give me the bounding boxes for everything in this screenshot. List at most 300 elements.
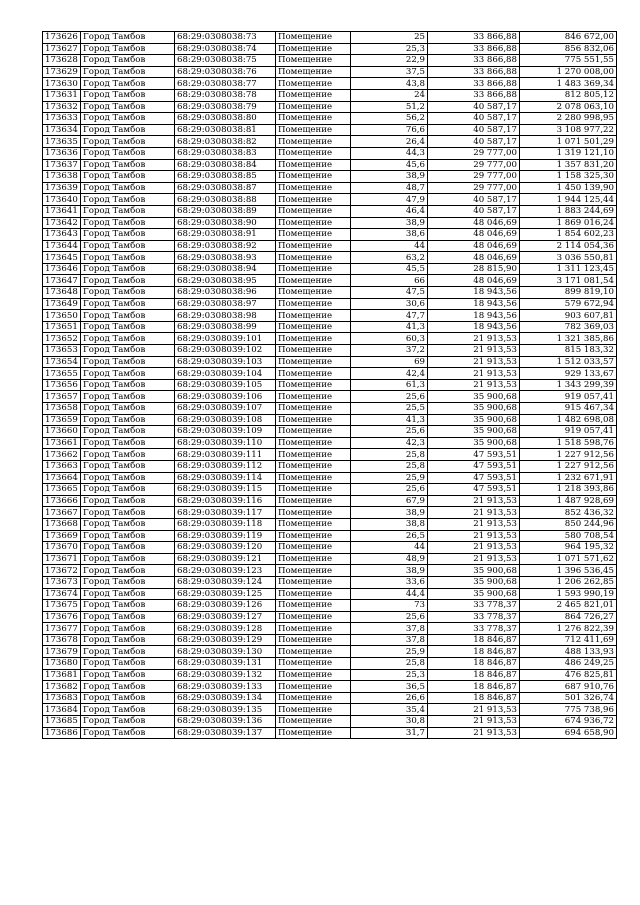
row-number-cell: 173651: [43, 321, 81, 333]
object-type-cell: Помещение: [276, 588, 351, 600]
cadastral-number-cell: 68:29:0308039:112: [175, 460, 276, 472]
area-cell: 44: [351, 240, 428, 252]
table-row: [43, 681, 617, 693]
row-number-cell: 173634: [43, 124, 81, 136]
locality-cell: Город Тамбов: [81, 171, 175, 183]
specific-value-cell: 18 943,56: [428, 310, 520, 322]
area-cell: 41,3: [351, 414, 428, 426]
cadastral-value-cell: 899 819,10: [520, 287, 617, 299]
row-number-cell: 173658: [43, 403, 81, 415]
specific-value-cell: 40 587,17: [428, 101, 520, 113]
row-number-cell: 173638: [43, 171, 81, 183]
locality-cell: Город Тамбов: [81, 600, 175, 612]
table-row: [43, 623, 617, 635]
table-row: [43, 472, 617, 484]
table-row: [43, 113, 617, 125]
cadastral-value-cell: 1 270 008,00: [520, 66, 617, 78]
table-row: [43, 275, 617, 287]
locality-cell: Город Тамбов: [81, 565, 175, 577]
locality-cell: Город Тамбов: [81, 437, 175, 449]
area-cell: 31,7: [351, 727, 428, 739]
area-cell: 43,8: [351, 78, 428, 90]
area-cell: 26,4: [351, 136, 428, 148]
cadastral-number-cell: 68:29:0308038:97: [175, 298, 276, 310]
object-type-cell: Помещение: [276, 484, 351, 496]
row-number-cell: 173630: [43, 78, 81, 90]
cadastral-number-cell: 68:29:0308039:123: [175, 565, 276, 577]
area-cell: 25,6: [351, 426, 428, 438]
locality-cell: Город Тамбов: [81, 553, 175, 565]
table-row: [43, 287, 617, 299]
cadastral-number-cell: 68:29:0308039:134: [175, 692, 276, 704]
area-cell: 46,4: [351, 205, 428, 217]
specific-value-cell: 18 943,56: [428, 321, 520, 333]
area-cell: 24: [351, 89, 428, 101]
table-row: [43, 426, 617, 438]
cadastral-value-cell: 856 832,06: [520, 43, 617, 55]
object-type-cell: Помещение: [276, 55, 351, 67]
cadastral-number-cell: 68:29:0308038:80: [175, 113, 276, 125]
table-row: [43, 89, 617, 101]
specific-value-cell: 33 866,88: [428, 32, 520, 44]
locality-cell: Город Тамбов: [81, 623, 175, 635]
locality-cell: Город Тамбов: [81, 727, 175, 739]
specific-value-cell: 28 815,90: [428, 263, 520, 275]
area-cell: 44: [351, 542, 428, 554]
area-cell: 36,5: [351, 681, 428, 693]
specific-value-cell: 21 913,53: [428, 518, 520, 530]
locality-cell: Город Тамбов: [81, 495, 175, 507]
locality-cell: Город Тамбов: [81, 194, 175, 206]
row-number-cell: 173678: [43, 634, 81, 646]
object-type-cell: Помещение: [276, 611, 351, 623]
specific-value-cell: 33 778,37: [428, 611, 520, 623]
table-row: [43, 240, 617, 252]
specific-value-cell: 33 866,88: [428, 89, 520, 101]
specific-value-cell: 29 777,00: [428, 171, 520, 183]
cadastral-value-cell: 2 078 063,10: [520, 101, 617, 113]
object-type-cell: Помещение: [276, 205, 351, 217]
specific-value-cell: 18 846,87: [428, 669, 520, 681]
area-cell: 61,3: [351, 379, 428, 391]
area-cell: 44,4: [351, 588, 428, 600]
cadastral-value-cell: 929 133,67: [520, 368, 617, 380]
cadastral-value-cell: 580 708,54: [520, 530, 617, 542]
specific-value-cell: 33 866,88: [428, 78, 520, 90]
table-row: [43, 518, 617, 530]
cadastral-number-cell: 68:29:0308038:83: [175, 147, 276, 159]
area-cell: 26,5: [351, 530, 428, 542]
specific-value-cell: 48 046,69: [428, 252, 520, 264]
cadastral-number-cell: 68:29:0308039:124: [175, 576, 276, 588]
locality-cell: Город Тамбов: [81, 518, 175, 530]
specific-value-cell: 35 900,68: [428, 403, 520, 415]
locality-cell: Город Тамбов: [81, 460, 175, 472]
table-row: [43, 333, 617, 345]
cadastral-value-cell: 687 910,76: [520, 681, 617, 693]
area-cell: 60,3: [351, 333, 428, 345]
cadastral-value-cell: 846 672,00: [520, 32, 617, 44]
row-number-cell: 173629: [43, 66, 81, 78]
area-cell: 67,9: [351, 495, 428, 507]
row-number-cell: 173680: [43, 658, 81, 670]
cadastral-value-cell: 1 232 671,91: [520, 472, 617, 484]
table-row: [43, 391, 617, 403]
specific-value-cell: 35 900,68: [428, 576, 520, 588]
table-row: [43, 507, 617, 519]
cadastral-number-cell: 68:29:0308039:137: [175, 727, 276, 739]
cadastral-number-cell: 68:29:0308039:121: [175, 553, 276, 565]
area-cell: 25,8: [351, 658, 428, 670]
specific-value-cell: 48 046,69: [428, 240, 520, 252]
specific-value-cell: 40 587,17: [428, 124, 520, 136]
specific-value-cell: 47 593,51: [428, 472, 520, 484]
object-type-cell: Помещение: [276, 727, 351, 739]
specific-value-cell: 48 046,69: [428, 217, 520, 229]
cadastral-number-cell: 68:29:0308039:129: [175, 634, 276, 646]
object-type-cell: Помещение: [276, 113, 351, 125]
specific-value-cell: 35 900,68: [428, 414, 520, 426]
object-type-cell: Помещение: [276, 43, 351, 55]
cadastral-number-cell: 68:29:0308038:79: [175, 101, 276, 113]
locality-cell: Город Тамбов: [81, 634, 175, 646]
locality-cell: Город Тамбов: [81, 78, 175, 90]
table-row: [43, 194, 617, 206]
object-type-cell: Помещение: [276, 681, 351, 693]
row-number-cell: 173650: [43, 310, 81, 322]
specific-value-cell: 21 913,53: [428, 345, 520, 357]
object-type-cell: Помещение: [276, 576, 351, 588]
table-row: [43, 634, 617, 646]
object-type-cell: Помещение: [276, 32, 351, 44]
row-number-cell: 173659: [43, 414, 81, 426]
specific-value-cell: 21 913,53: [428, 530, 520, 542]
locality-cell: Город Тамбов: [81, 368, 175, 380]
locality-cell: Город Тамбов: [81, 716, 175, 728]
locality-cell: Город Тамбов: [81, 66, 175, 78]
locality-cell: Город Тамбов: [81, 345, 175, 357]
table-row: [43, 298, 617, 310]
table-row: [43, 727, 617, 739]
specific-value-cell: 47 593,51: [428, 449, 520, 461]
object-type-cell: Помещение: [276, 646, 351, 658]
table-row: [43, 101, 617, 113]
area-cell: 25,8: [351, 449, 428, 461]
area-cell: 22,9: [351, 55, 428, 67]
locality-cell: Город Тамбов: [81, 43, 175, 55]
specific-value-cell: 33 866,88: [428, 55, 520, 67]
cadastral-value-cell: 1 357 831,20: [520, 159, 617, 171]
area-cell: 38,6: [351, 229, 428, 241]
row-number-cell: 173642: [43, 217, 81, 229]
cadastral-value-cell: 501 326,74: [520, 692, 617, 704]
specific-value-cell: 29 777,00: [428, 159, 520, 171]
cadastral-number-cell: 68:29:0308039:119: [175, 530, 276, 542]
object-type-cell: Помещение: [276, 66, 351, 78]
cadastral-number-cell: 68:29:0308038:87: [175, 182, 276, 194]
cadastral-number-cell: 68:29:0308039:116: [175, 495, 276, 507]
object-type-cell: Помещение: [276, 89, 351, 101]
specific-value-cell: 21 913,53: [428, 379, 520, 391]
object-type-cell: Помещение: [276, 275, 351, 287]
cadastral-number-cell: 68:29:0308038:77: [175, 78, 276, 90]
cadastral-value-cell: 1 883 244,69: [520, 205, 617, 217]
locality-cell: Город Тамбов: [81, 530, 175, 542]
object-type-cell: Помещение: [276, 704, 351, 716]
locality-cell: Город Тамбов: [81, 356, 175, 368]
specific-value-cell: 29 777,00: [428, 147, 520, 159]
cadastral-value-cell: 1 227 912,56: [520, 460, 617, 472]
cadastral-number-cell: 68:29:0308039:110: [175, 437, 276, 449]
table-row: [43, 182, 617, 194]
table-row: [43, 263, 617, 275]
row-number-cell: 173673: [43, 576, 81, 588]
table-row: [43, 449, 617, 461]
area-cell: 45,5: [351, 263, 428, 275]
cadastral-value-cell: 486 249,25: [520, 658, 617, 670]
row-number-cell: 173686: [43, 727, 81, 739]
cadastral-number-cell: 68:29:0308038:78: [175, 89, 276, 101]
cadastral-number-cell: 68:29:0308039:132: [175, 669, 276, 681]
cadastral-value-cell: 812 805,12: [520, 89, 617, 101]
cadastral-value-cell: 864 726,27: [520, 611, 617, 623]
row-number-cell: 173627: [43, 43, 81, 55]
object-type-cell: Помещение: [276, 634, 351, 646]
cadastral-value-cell: 476 825,81: [520, 669, 617, 681]
cadastral-value-cell: 1 071 571,62: [520, 553, 617, 565]
cadastral-number-cell: 68:29:0308039:135: [175, 704, 276, 716]
object-type-cell: Помещение: [276, 368, 351, 380]
cadastral-value-cell: 903 607,81: [520, 310, 617, 322]
object-type-cell: Помещение: [276, 669, 351, 681]
cadastral-value-cell: 579 672,94: [520, 298, 617, 310]
table-body: [43, 32, 617, 739]
cadastral-value-cell: 775 738,96: [520, 704, 617, 716]
object-type-cell: Помещение: [276, 553, 351, 565]
object-type-cell: Помещение: [276, 658, 351, 670]
locality-cell: Город Тамбов: [81, 240, 175, 252]
row-number-cell: 173647: [43, 275, 81, 287]
object-type-cell: Помещение: [276, 287, 351, 299]
object-type-cell: Помещение: [276, 321, 351, 333]
cadastral-number-cell: 68:29:0308038:75: [175, 55, 276, 67]
table-row: [43, 345, 617, 357]
cadastral-number-cell: 68:29:0308039:106: [175, 391, 276, 403]
specific-value-cell: 33 778,37: [428, 623, 520, 635]
area-cell: 38,8: [351, 518, 428, 530]
table-row: [43, 646, 617, 658]
area-cell: 37,2: [351, 345, 428, 357]
row-number-cell: 173637: [43, 159, 81, 171]
object-type-cell: Помещение: [276, 495, 351, 507]
specific-value-cell: 21 913,53: [428, 727, 520, 739]
row-number-cell: 173644: [43, 240, 81, 252]
specific-value-cell: 21 913,53: [428, 553, 520, 565]
table-row: [43, 171, 617, 183]
cadastral-number-cell: 68:29:0308039:104: [175, 368, 276, 380]
area-cell: 38,9: [351, 171, 428, 183]
cadastral-number-cell: 68:29:0308039:136: [175, 716, 276, 728]
cadastral-number-cell: 68:29:0308039:108: [175, 414, 276, 426]
cadastral-number-cell: 68:29:0308038:73: [175, 32, 276, 44]
table-row: [43, 437, 617, 449]
locality-cell: Город Тамбов: [81, 426, 175, 438]
area-cell: 25,3: [351, 43, 428, 55]
row-number-cell: 173667: [43, 507, 81, 519]
table-row: [43, 124, 617, 136]
specific-value-cell: 40 587,17: [428, 194, 520, 206]
area-cell: 45,6: [351, 159, 428, 171]
row-number-cell: 173672: [43, 565, 81, 577]
object-type-cell: Помещение: [276, 379, 351, 391]
cadastral-number-cell: 68:29:0308038:93: [175, 252, 276, 264]
specific-value-cell: 48 046,69: [428, 229, 520, 241]
specific-value-cell: 21 913,53: [428, 368, 520, 380]
specific-value-cell: 35 900,68: [428, 588, 520, 600]
specific-value-cell: 21 913,53: [428, 495, 520, 507]
object-type-cell: Помещение: [276, 310, 351, 322]
specific-value-cell: 21 913,53: [428, 716, 520, 728]
specific-value-cell: 35 900,68: [428, 391, 520, 403]
object-type-cell: Помещение: [276, 194, 351, 206]
table-row: [43, 658, 617, 670]
locality-cell: Город Тамбов: [81, 89, 175, 101]
object-type-cell: Помещение: [276, 240, 351, 252]
cadastral-number-cell: 68:29:0308038:94: [175, 263, 276, 275]
specific-value-cell: 18 846,87: [428, 634, 520, 646]
object-type-cell: Помещение: [276, 530, 351, 542]
cadastral-value-cell: 1 593 990,19: [520, 588, 617, 600]
row-number-cell: 173674: [43, 588, 81, 600]
table-row: [43, 403, 617, 415]
table-row: [43, 588, 617, 600]
area-cell: 42,3: [351, 437, 428, 449]
cadastral-number-cell: 68:29:0308038:90: [175, 217, 276, 229]
specific-value-cell: 18 943,56: [428, 298, 520, 310]
area-cell: 30,8: [351, 716, 428, 728]
object-type-cell: Помещение: [276, 391, 351, 403]
object-type-cell: Помещение: [276, 518, 351, 530]
locality-cell: Город Тамбов: [81, 449, 175, 461]
cadastral-number-cell: 68:29:0308039:125: [175, 588, 276, 600]
area-cell: 41,3: [351, 321, 428, 333]
row-number-cell: 173656: [43, 379, 81, 391]
table-row: [43, 704, 617, 716]
table-row: [43, 136, 617, 148]
table-row: [43, 495, 617, 507]
cadastral-value-cell: 1 450 139,90: [520, 182, 617, 194]
locality-cell: Город Тамбов: [81, 576, 175, 588]
cadastral-value-cell: 782 369,03: [520, 321, 617, 333]
area-cell: 38,9: [351, 565, 428, 577]
table-row: [43, 229, 617, 241]
locality-cell: Город Тамбов: [81, 263, 175, 275]
cadastral-value-cell: 712 411,69: [520, 634, 617, 646]
locality-cell: Город Тамбов: [81, 182, 175, 194]
area-cell: 48,9: [351, 553, 428, 565]
locality-cell: Город Тамбов: [81, 403, 175, 415]
cadastral-number-cell: 68:29:0308038:81: [175, 124, 276, 136]
object-type-cell: Помещение: [276, 507, 351, 519]
area-cell: 38,9: [351, 507, 428, 519]
table-row: [43, 484, 617, 496]
object-type-cell: Помещение: [276, 414, 351, 426]
cadastral-value-cell: 488 133,93: [520, 646, 617, 658]
locality-cell: Город Тамбов: [81, 379, 175, 391]
area-cell: 38,9: [351, 217, 428, 229]
specific-value-cell: 33 778,37: [428, 600, 520, 612]
row-number-cell: 173641: [43, 205, 81, 217]
row-number-cell: 173653: [43, 345, 81, 357]
object-type-cell: Помещение: [276, 623, 351, 635]
object-type-cell: Помещение: [276, 298, 351, 310]
cadastral-value-cell: 1 343 299,39: [520, 379, 617, 391]
table-row: [43, 600, 617, 612]
area-cell: 37,5: [351, 66, 428, 78]
table-row: [43, 565, 617, 577]
locality-cell: Город Тамбов: [81, 542, 175, 554]
table-row: [43, 252, 617, 264]
area-cell: 25,6: [351, 611, 428, 623]
specific-value-cell: 35 900,68: [428, 437, 520, 449]
specific-value-cell: 33 866,88: [428, 66, 520, 78]
specific-value-cell: 21 913,53: [428, 704, 520, 716]
cadastral-value-cell: 1 396 536,45: [520, 565, 617, 577]
row-number-cell: 173635: [43, 136, 81, 148]
table-row: [43, 321, 617, 333]
area-cell: 25,6: [351, 391, 428, 403]
cadastral-value-cell: 3 108 977,22: [520, 124, 617, 136]
area-cell: 25,8: [351, 460, 428, 472]
table-row: [43, 217, 617, 229]
cadastral-number-cell: 68:29:0308038:92: [175, 240, 276, 252]
locality-cell: Город Тамбов: [81, 669, 175, 681]
locality-cell: Город Тамбов: [81, 484, 175, 496]
cadastral-number-cell: 68:29:0308039:111: [175, 449, 276, 461]
locality-cell: Город Тамбов: [81, 147, 175, 159]
row-number-cell: 173648: [43, 287, 81, 299]
cadastral-value-cell: 775 551,55: [520, 55, 617, 67]
specific-value-cell: 21 913,53: [428, 356, 520, 368]
area-cell: 33,6: [351, 576, 428, 588]
row-number-cell: 173669: [43, 530, 81, 542]
locality-cell: Город Тамбов: [81, 275, 175, 287]
locality-cell: Город Тамбов: [81, 101, 175, 113]
area-cell: 30,6: [351, 298, 428, 310]
table-row: [43, 460, 617, 472]
row-number-cell: 173676: [43, 611, 81, 623]
specific-value-cell: 48 046,69: [428, 275, 520, 287]
object-type-cell: Помещение: [276, 542, 351, 554]
area-cell: 66: [351, 275, 428, 287]
cadastral-value-cell: 1 518 598,76: [520, 437, 617, 449]
row-number-cell: 173654: [43, 356, 81, 368]
area-cell: 37,8: [351, 634, 428, 646]
locality-cell: Город Тамбов: [81, 113, 175, 125]
cadastral-value-cell: 2 280 998,95: [520, 113, 617, 125]
area-cell: 63,2: [351, 252, 428, 264]
cadastral-value-cell: 1 319 121,10: [520, 147, 617, 159]
table-row: [43, 32, 617, 44]
row-number-cell: 173685: [43, 716, 81, 728]
locality-cell: Город Тамбов: [81, 310, 175, 322]
object-type-cell: Помещение: [276, 356, 351, 368]
locality-cell: Город Тамбов: [81, 55, 175, 67]
specific-value-cell: 47 593,51: [428, 460, 520, 472]
row-number-cell: 173663: [43, 460, 81, 472]
cadastral-value-cell: 3 171 081,54: [520, 275, 617, 287]
cadastral-number-cell: 68:29:0308039:128: [175, 623, 276, 635]
